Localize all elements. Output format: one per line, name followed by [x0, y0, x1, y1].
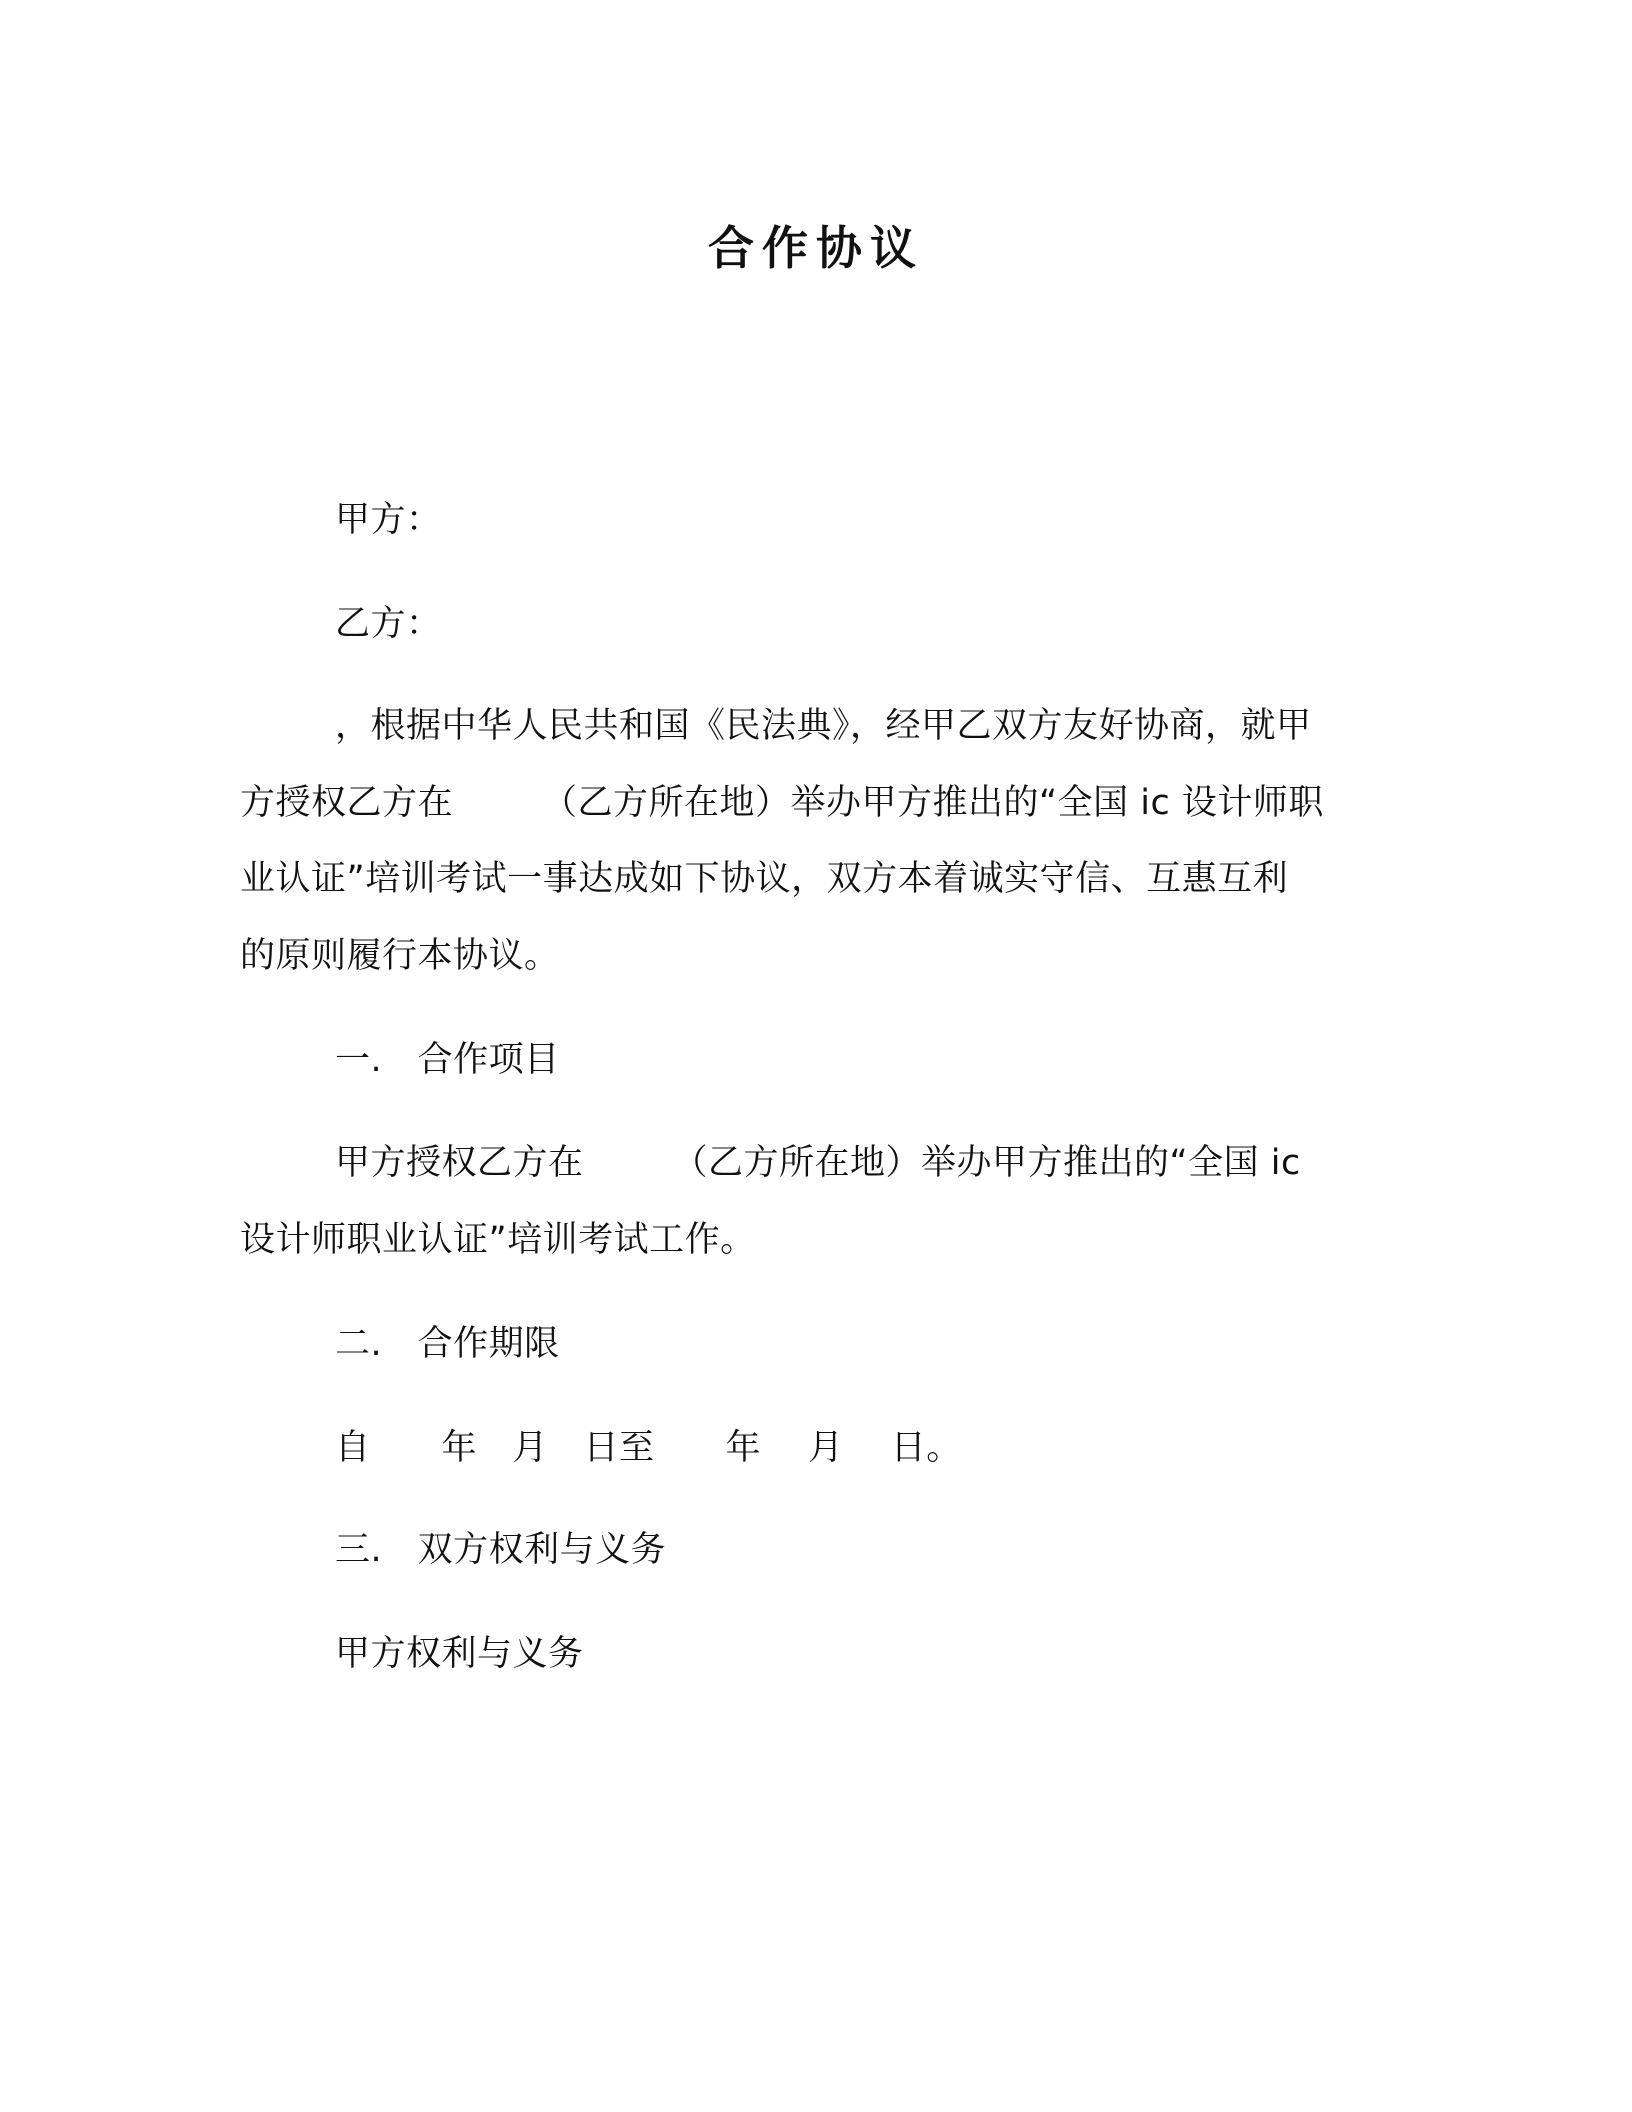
section-3-heading: 三. 双方权利与义务 [335, 1530, 667, 1570]
preamble-line-4: 的原则履行本协议。 [240, 936, 560, 976]
section-1-body-line-1: 甲方授权乙方在 （乙方所在地）举办甲方推出的“全国 ic [335, 1143, 1301, 1183]
preamble-line-1: ，根据中华人民共和国《民法典》，经甲乙双方友好协商，就甲 [335, 706, 1312, 746]
section-3-subheading: 甲方权利与义务 [335, 1634, 584, 1674]
section-2-body: 自 年 月 日至 年 月 日。 [335, 1428, 962, 1468]
preamble-line-3: 业认证”培训考试一事达成如下协议，双方本着诚实守信、互惠互利 [240, 859, 1289, 899]
section-2-heading: 二. 合作期限 [335, 1324, 560, 1364]
party-b-label: 乙方： [335, 604, 442, 644]
party-a-label: 甲方： [335, 500, 442, 540]
preamble-line-2: 方授权乙方在 （乙方所在地）举办甲方推出的“全国 ic 设计师职 [240, 783, 1324, 823]
section-1-heading: 一. 合作项目 [335, 1040, 560, 1080]
document-title: 合作协议 [708, 221, 924, 275]
section-1-body-line-2: 设计师职业认证”培训考试工作。 [240, 1220, 756, 1260]
